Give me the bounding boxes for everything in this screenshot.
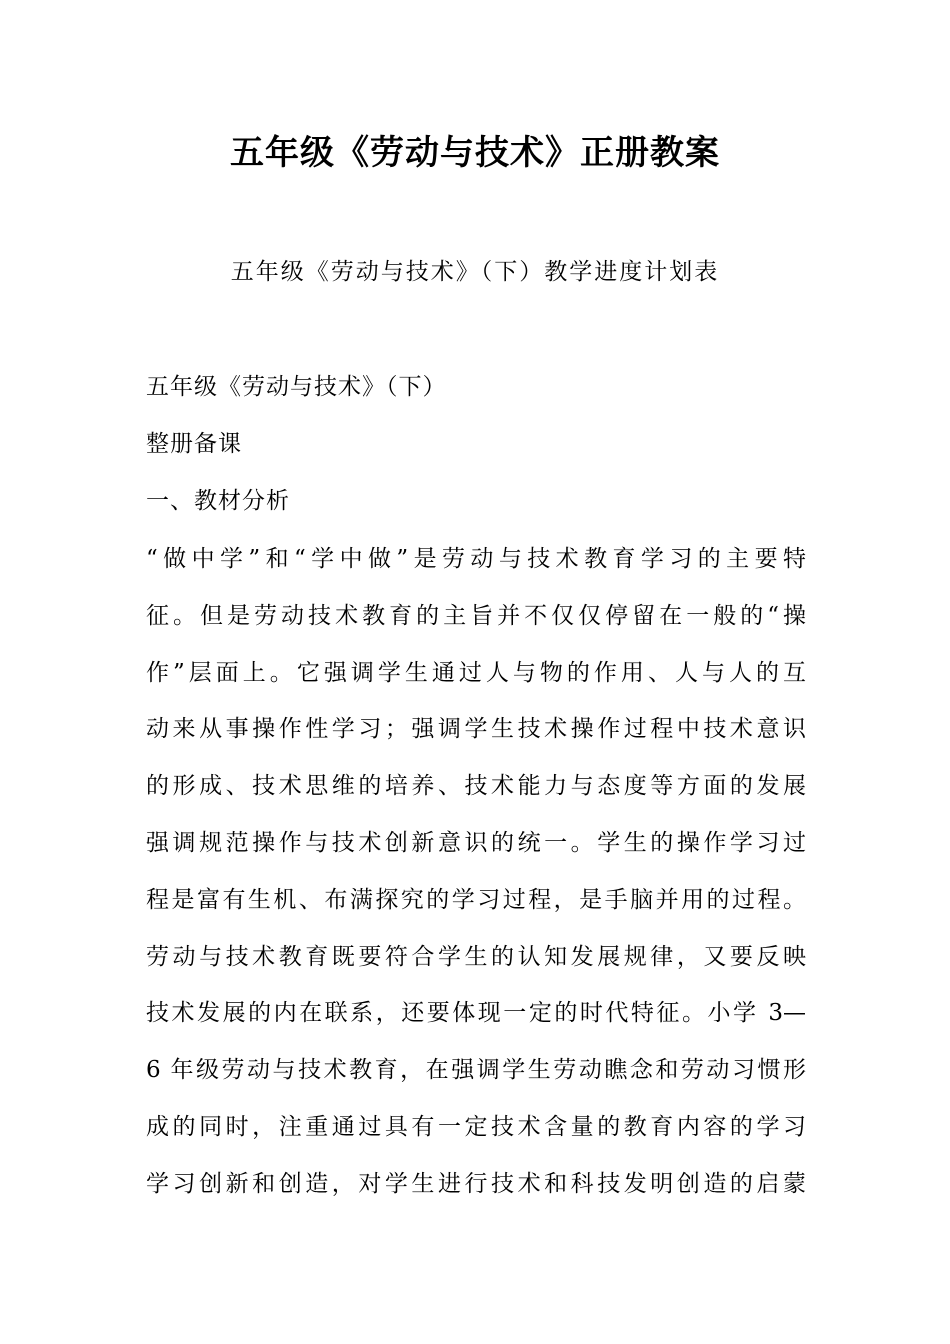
body-line: 强调规范操作与技术创新意识的统一。学生的操作学习过 [146,829,806,856]
subsection-label: 整册备课 [146,431,242,457]
body-line: 程是富有生机、布满探究的学习过程，是手脑并用的过程。 [146,886,806,913]
body-line: 6 年级劳动与技术教育，在强调学生劳动瞧念和劳动习惯形 [146,1057,806,1084]
body-line: 学习创新和创造，对学生进行技术和科技发明创造的启蒙 [146,1170,806,1197]
body-line: 的形成、技术思维的培养、技术能力与态度等方面的发展 [146,773,806,800]
body-line: 劳动与技术教育既要符合学生的认知发展规律，又要反映 [146,943,806,970]
section-label: 五年级《劳动与技术》（下） [146,374,447,400]
body-line: 动来从事操作性学习；强调学生技术操作过程中技术意识 [146,716,806,743]
heading-teaching-material-analysis: 一、教材分析 [146,488,290,514]
body-paragraph [146,539,806,1221]
body-line: 成的同时，注重通过具有一定技术含量的教育内容的学习 [146,1113,806,1140]
body-line: 作”层面上。它强调学生通过人与物的作用、人与人的互 [146,659,806,686]
document-title: 五年级《劳动与技术》正册教案 [230,133,720,173]
document-subtitle: 五年级《劳动与技术》（下）教学进度计划表 [230,259,720,285]
body-line: “做中学”和“学中做”是劳动与技术教育学习的主要特 [146,546,806,572]
body-line: 技术发展的内在联系，还要体现一定的时代特征。小学 3— [146,1000,806,1027]
body-line: 征。但是劳动技术教育的主旨并不仅仅停留在一般的“操 [146,602,806,629]
